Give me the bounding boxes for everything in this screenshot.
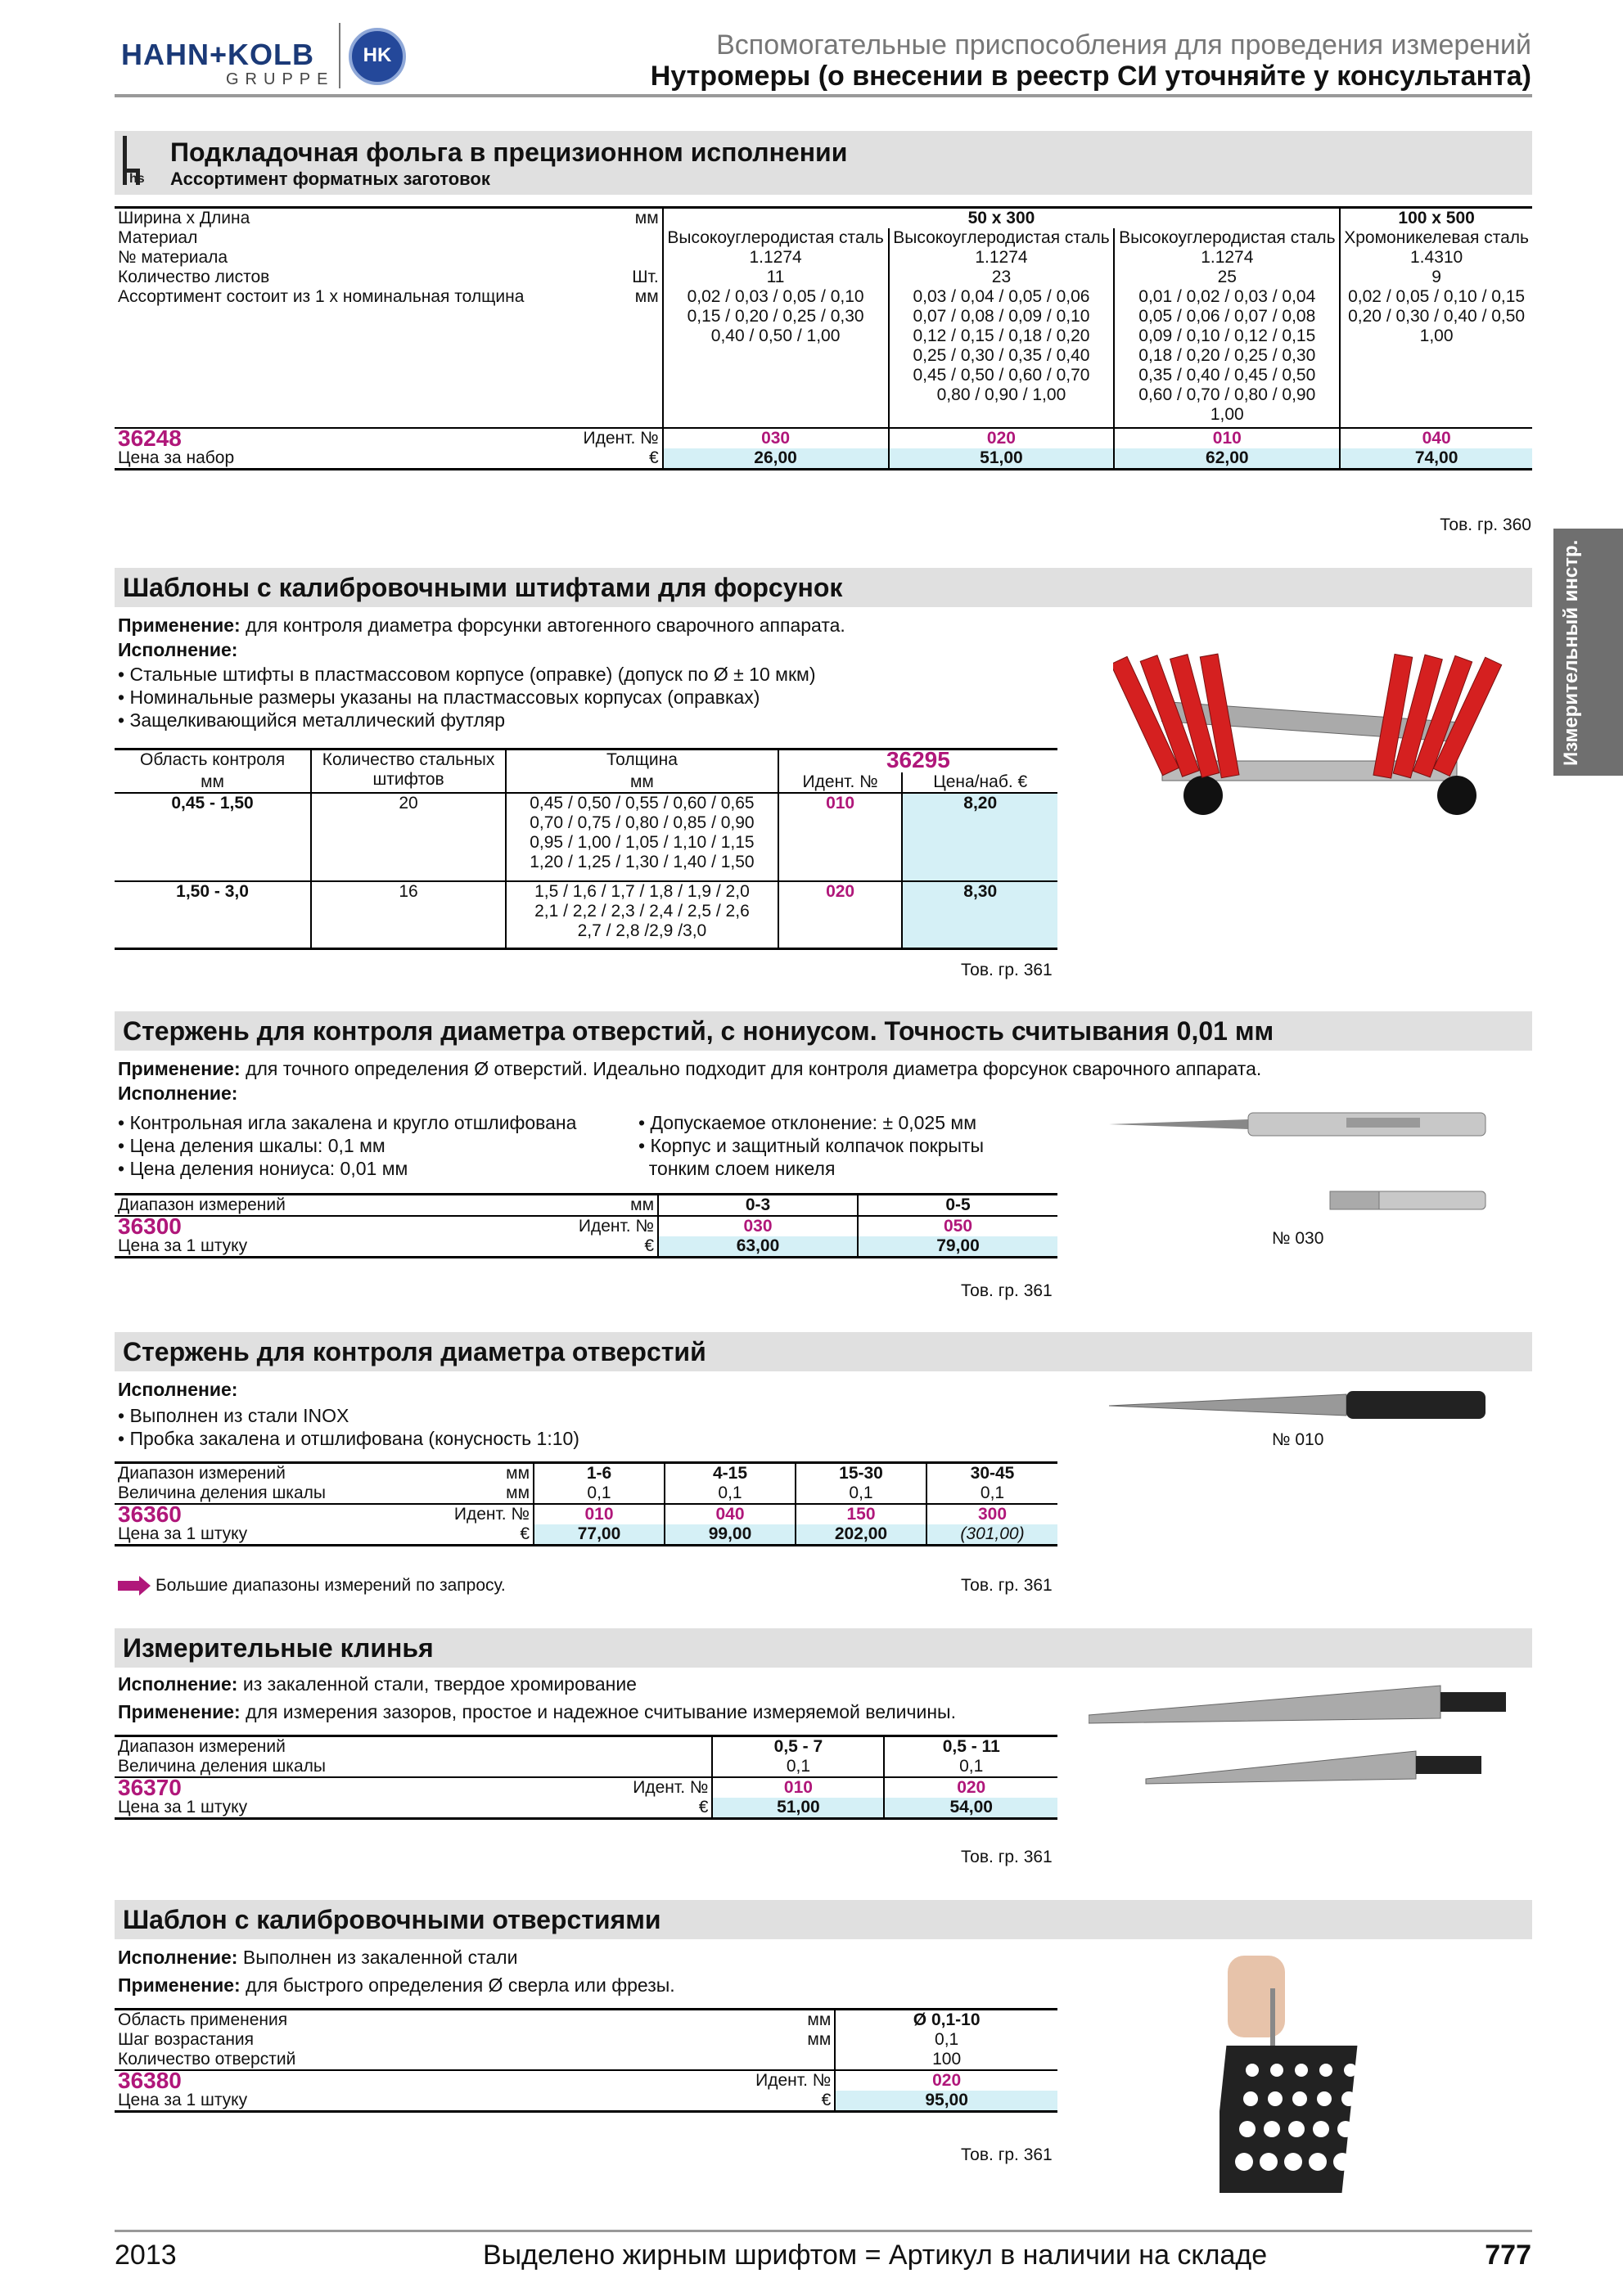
range-note: Большие диапазоны измерений по запросу. [156, 1576, 506, 1595]
image-caption: № 030 [1272, 1229, 1324, 1248]
area-cell: Ø 0,1-10 [835, 2010, 1057, 2031]
ident-label: Идент. № [755, 2071, 832, 2090]
bullet: • Допускаемое отклонение: ± 0,025 мм [638, 1112, 977, 1133]
range-cell: 0,5 - 11 [884, 1736, 1057, 1758]
bullet: • Цена деления шкалы: 0,1 мм [118, 1135, 385, 1156]
price-unit: € [520, 1524, 530, 1543]
col-count: Количество стальных штифтов [311, 750, 506, 794]
row-label-assort: Ассортимент состоит из 1 х номинальная толщина [118, 287, 525, 306]
step-unit: мм [807, 2030, 832, 2049]
price-label: Цена за 1 штуку [118, 1524, 248, 1543]
header-category: Вспомогательные приспособления для проведения измерений [716, 29, 1531, 61]
bullet: • Контрольная игла закалена и кругло отшлифована [118, 1112, 577, 1133]
taper-bullets [118, 1404, 579, 1450]
price-label: Цена за набор [118, 448, 235, 467]
col-thickness-unit: мм [506, 772, 778, 793]
ident-cell[interactable]: 020 [889, 428, 1115, 448]
range-cell: 4-15 [665, 1463, 796, 1484]
bullet: • Выполнен из стали INOX [118, 1405, 349, 1426]
price-cell: 62,00 [1114, 448, 1340, 470]
division-cell: 0,1 [796, 1483, 926, 1504]
ident-cell[interactable]: 040 [1340, 428, 1532, 448]
sheets-cell: 9 [1340, 268, 1532, 287]
image-caption: № 010 [1272, 1430, 1324, 1449]
sheets-cell: 11 [663, 268, 889, 287]
division-cell: 0,1 [534, 1483, 665, 1504]
sheets-cell: 23 [889, 268, 1115, 287]
holes-application: Применение: для быстрого определения Ø сверла или фрезы. [118, 1974, 675, 1996]
article-number[interactable]: 36248 [118, 425, 182, 451]
count-label: Количество отверстий [118, 2050, 296, 2069]
wedge-execution: Исполнение: из закаленной стали, твердое хромирование [118, 1673, 637, 1695]
price-cell: 26,00 [663, 448, 889, 470]
count-cell: 20 [311, 793, 506, 881]
matno-cell: 1.1274 [663, 248, 889, 268]
assort-cell: 0,02 / 0,05 / 0,10 / 0,15 0,20 / 0,30 / 0,40 / 0,50 1,00 [1340, 287, 1532, 428]
col-range-unit: мм [201, 772, 224, 791]
price-label: Цена за 1 штуку [118, 1236, 248, 1255]
range-cell: 30-45 [926, 1463, 1057, 1484]
ident-cell[interactable]: 040 [665, 1504, 796, 1524]
price-unit: € [648, 448, 659, 467]
wedge-table [115, 1735, 1057, 1820]
ident-cell[interactable]: 150 [796, 1504, 926, 1524]
logo-divider [339, 23, 340, 88]
wedge-application: Применение: для измерения зазоров, простое и надежное считывание измеряемой величины. [118, 1701, 956, 1722]
note-arrow-icon [118, 1576, 151, 1600]
count-cell: 16 [311, 881, 506, 948]
ident-cell[interactable]: 010 [712, 1777, 884, 1798]
nozzle-bullets [118, 663, 816, 732]
ident-cell[interactable]: 300 [926, 1504, 1057, 1524]
article-number[interactable]: 36360 [118, 1501, 182, 1527]
vernier-title: Стержень для контроля диаметра отверстий, с нониусом. Точность считывания 0,01 мм [123, 1016, 1274, 1046]
price-cell: 77,00 [534, 1524, 665, 1546]
ident-cell[interactable]: 030 [658, 1216, 858, 1236]
col-ident: Идент. № [778, 772, 903, 793]
vernier-table [115, 1193, 1057, 1258]
assort-cell: 0,02 / 0,03 / 0,05 / 0,10 0,15 / 0,20 / 0,25 / 0,30 0,40 / 0,50 / 1,00 [663, 287, 889, 428]
size-100x500: 100 x 500 [1340, 208, 1532, 229]
holes-title: Шаблон с калибровочными отверстиями [123, 1905, 661, 1934]
price-cell: 51,00 [712, 1798, 884, 1819]
range-unit: мм [506, 1464, 530, 1483]
logo-emblem-text: HK [363, 44, 392, 66]
row-unit-sheets: Шт. [632, 268, 659, 286]
foil-title: Подкладочная фольга в прецизионном исполнении [170, 137, 848, 167]
logo-text: HAHN+KOLB [121, 38, 315, 71]
ident-label: Идент. № [583, 429, 659, 448]
price-cell: 8,20 [902, 793, 1057, 881]
step-label: Шаг возрастания [118, 2030, 255, 2049]
taper-title: Стержень для контроля диаметра отверстий [123, 1337, 706, 1366]
price-unit: € [821, 2091, 832, 2109]
nozzle-gauge-image [1113, 622, 1506, 826]
row-unit-size: мм [634, 209, 659, 227]
count-cell: 100 [835, 2050, 1057, 2070]
material-cell: Высокоуглеродистая сталь [889, 228, 1115, 248]
ident-cell[interactable]: 030 [663, 428, 889, 448]
foil-subtitle: Ассортимент форматных заготовок [170, 169, 490, 189]
wedge-image [1089, 1682, 1514, 1797]
assort-cell: 0,01 / 0,02 / 0,03 / 0,04 0,05 / 0,06 / 0,07 / 0,08 0,09 / 0,10 / 0,12 / 0,15 0,18 / 0,20 / 0,25 / 0,30 0,35 / 0,40 / 0,45 / 0,50 0,60 / 0,70 / 0,80 / 0,90 1,00 [1114, 287, 1340, 428]
price-unit: € [644, 1236, 654, 1255]
assort-cell: 0,03 / 0,04 / 0,05 / 0,06 0,07 / 0,08 / 0,09 / 0,10 0,12 / 0,15 / 0,18 / 0,20 0,25 / 0,30 / 0,35 / 0,40 0,45 / 0,50 / 0,60 / 0,70 0,80 / 0,90 / 1,00 [889, 287, 1115, 428]
bullet: • Защелкивающийся металлический футляр [118, 709, 506, 731]
product-group: Тов. гр. 361 [961, 961, 1053, 979]
ident-cell[interactable]: 050 [858, 1216, 1057, 1236]
col-thickness: Толщина [506, 750, 778, 773]
price-label: Цена за 1 штуку [118, 2091, 248, 2109]
area-unit: мм [807, 2010, 832, 2029]
bullet: • Стальные штифты в пластмассовом корпусе (оправке) (допуск по Ø ± 10 мкм) [118, 664, 816, 685]
taper-table [115, 1461, 1057, 1546]
price-cell: 8,30 [902, 881, 1057, 948]
ident-cell[interactable]: 010 [1114, 428, 1340, 448]
bullet: • Корпус и защитный колпачок покрыты [638, 1135, 985, 1156]
row-label-sheets: Количество листов [118, 268, 270, 286]
thickness-cell: 1,5 / 1,6 / 1,7 / 1,8 / 1,9 / 2,0 2,1 / 2,2 / 2,3 / 2,4 / 2,5 / 2,6 2,7 / 2,8 /2,9 /3,0 [506, 881, 778, 948]
footer-note: Выделено жирным шрифтом = Артикул в наличии на складе [483, 2240, 1268, 2271]
nozzle-table [115, 748, 1057, 950]
header-rule [115, 94, 1532, 97]
step-cell: 0,1 [835, 2030, 1057, 2050]
price-cell: 51,00 [889, 448, 1115, 470]
hole-gauge-image [1220, 1956, 1383, 2201]
logo-subtext: GRUPPE [226, 70, 335, 88]
vernier-rod-image [1109, 1105, 1502, 1219]
holes-table [115, 2008, 1057, 2113]
price-cell: 95,00 [835, 2091, 1057, 2112]
product-group: Тов. гр. 361 [961, 1848, 1053, 1866]
ident-cell[interactable]: 020 [778, 881, 903, 948]
price-label: Цена за 1 штуку [118, 1798, 248, 1817]
ident-cell[interactable]: 020 [835, 2070, 1057, 2091]
hs-brand-text: hs [129, 172, 145, 186]
range-cell: 1,50 - 3,0 [176, 882, 249, 901]
nozzle-title: Шаблоны с калибровочными штифтами для форсунок [123, 573, 843, 602]
price-cell: 74,00 [1340, 448, 1532, 470]
footer-rule [115, 2230, 1532, 2232]
range-cell: 1-6 [534, 1463, 665, 1484]
area-label: Область применения [118, 2010, 288, 2029]
range-cell: 0,5 - 7 [712, 1736, 884, 1758]
product-group: Тов. гр. 360 [1440, 515, 1531, 534]
range-cell: 0,45 - 1,50 [171, 794, 254, 813]
division-unit: мм [506, 1483, 530, 1502]
wedge-title: Измерительные клинья [123, 1633, 434, 1663]
ident-label: Идент. № [453, 1505, 530, 1524]
material-cell: Высокоуглеродистая сталь [1114, 228, 1340, 248]
thickness-cell: 0,45 / 0,50 / 0,55 / 0,60 / 0,65 0,70 / 0,75 / 0,80 / 0,85 / 0,90 0,95 / 1,00 / 1,05 / 1,10 / 1,15 1,20 / 1,25 / 1,30 / 1,40 / 1,50 [506, 793, 778, 881]
range-cell: 0-3 [658, 1195, 858, 1217]
article-number[interactable]: 36370 [118, 1775, 182, 1800]
article-number[interactable]: 36300 [118, 1213, 182, 1239]
taper-rod-image [1109, 1380, 1494, 1429]
row-label-matno: № материала [118, 248, 228, 267]
price-cell: 99,00 [665, 1524, 796, 1546]
product-group: Тов. гр. 361 [961, 2145, 1053, 2164]
price-unit: € [698, 1798, 709, 1817]
row-label-size: Ширина x Длина [118, 209, 250, 227]
price-cell: 202,00 [796, 1524, 926, 1546]
nozzle-exec-label: Исполнение: [118, 639, 238, 660]
matno-cell: 1.1274 [1114, 248, 1340, 268]
price-cell: 79,00 [858, 1236, 1057, 1258]
range-label: Диапазон измерений [118, 1737, 286, 1756]
range-cell: 15-30 [796, 1463, 926, 1484]
sheets-cell: 25 [1114, 268, 1340, 287]
taper-exec-label: Исполнение: [118, 1379, 238, 1400]
article-number[interactable]: 36380 [118, 2068, 182, 2093]
ident-label: Идент. № [578, 1217, 654, 1236]
division-cell: 0,1 [665, 1483, 796, 1504]
col-price: Цена/наб. € [902, 772, 1057, 793]
footer-year: 2013 [115, 2240, 177, 2271]
row-label-material: Материал [118, 228, 198, 247]
bullet: • Пробка закалена и отшлифована (конусность 1:10) [118, 1428, 579, 1449]
company-logo [121, 23, 416, 88]
range-unit: мм [630, 1195, 654, 1214]
division-cell: 0,1 [884, 1757, 1057, 1777]
ident-cell[interactable]: 010 [778, 793, 903, 881]
range-cell: 0-5 [858, 1195, 1057, 1217]
nozzle-application: Применение: для контроля диаметра форсунки автогенного сварочного аппарата. [118, 615, 845, 636]
price-cell: 63,00 [658, 1236, 858, 1258]
product-group: Тов. гр. 361 [961, 1576, 1053, 1595]
material-cell: Высокоуглеродистая сталь [663, 228, 889, 248]
ident-cell[interactable]: 010 [534, 1504, 665, 1524]
hs-brand-icon [118, 136, 154, 190]
side-tab-label: Измерительный инстр. [1560, 539, 1582, 766]
ident-label: Идент. № [633, 1778, 709, 1797]
division-cell: 0,1 [926, 1483, 1057, 1504]
side-tab[interactable] [1553, 529, 1623, 776]
foil-table [115, 206, 1532, 470]
price-cell: (301,00) [926, 1524, 1057, 1546]
vernier-bullets-right [638, 1111, 984, 1180]
range-label: Диапазон измерений [118, 1464, 286, 1483]
row-unit-assort: мм [634, 287, 659, 306]
article-number[interactable]: 36295 [778, 750, 1057, 773]
division-cell: 0,1 [712, 1757, 884, 1777]
logo-emblem [349, 28, 406, 85]
range-label: Диапазон измерений [118, 1195, 286, 1214]
col-range: Область контроля [139, 750, 286, 769]
vernier-bullets-left [118, 1111, 576, 1180]
material-cell: Хромоникелевая сталь [1340, 228, 1532, 248]
vernier-exec-label: Исполнение: [118, 1083, 238, 1104]
matno-cell: 1.1274 [889, 248, 1115, 268]
division-label: Величина деления шкалы [118, 1757, 326, 1776]
product-group: Тов. гр. 361 [961, 1281, 1053, 1300]
header-subcategory: Нутромеры (о внесении в реестр СИ уточняйте у консультанта) [650, 61, 1531, 92]
matno-cell: 1.4310 [1340, 248, 1532, 268]
bullet: тонким слоем никеля [648, 1158, 836, 1179]
page-number: 777 [1485, 2240, 1531, 2271]
size-50x300: 50 x 300 [663, 208, 1341, 229]
vernier-application: Применение: для точного определения Ø отверстий. Идеально подходит для контроля диаметра форсунок сварочного аппарата. [118, 1058, 1262, 1079]
division-label: Величина деления шкалы [118, 1483, 326, 1502]
price-cell: 54,00 [884, 1798, 1057, 1819]
bullet: • Номинальные размеры указаны на пластмассовых корпусах (оправках) [118, 687, 760, 708]
ident-cell[interactable]: 020 [884, 1777, 1057, 1798]
bullet: • Цена деления нониуса: 0,01 мм [118, 1158, 408, 1179]
holes-execution: Исполнение: Выполнен из закаленной стали [118, 1947, 518, 1968]
